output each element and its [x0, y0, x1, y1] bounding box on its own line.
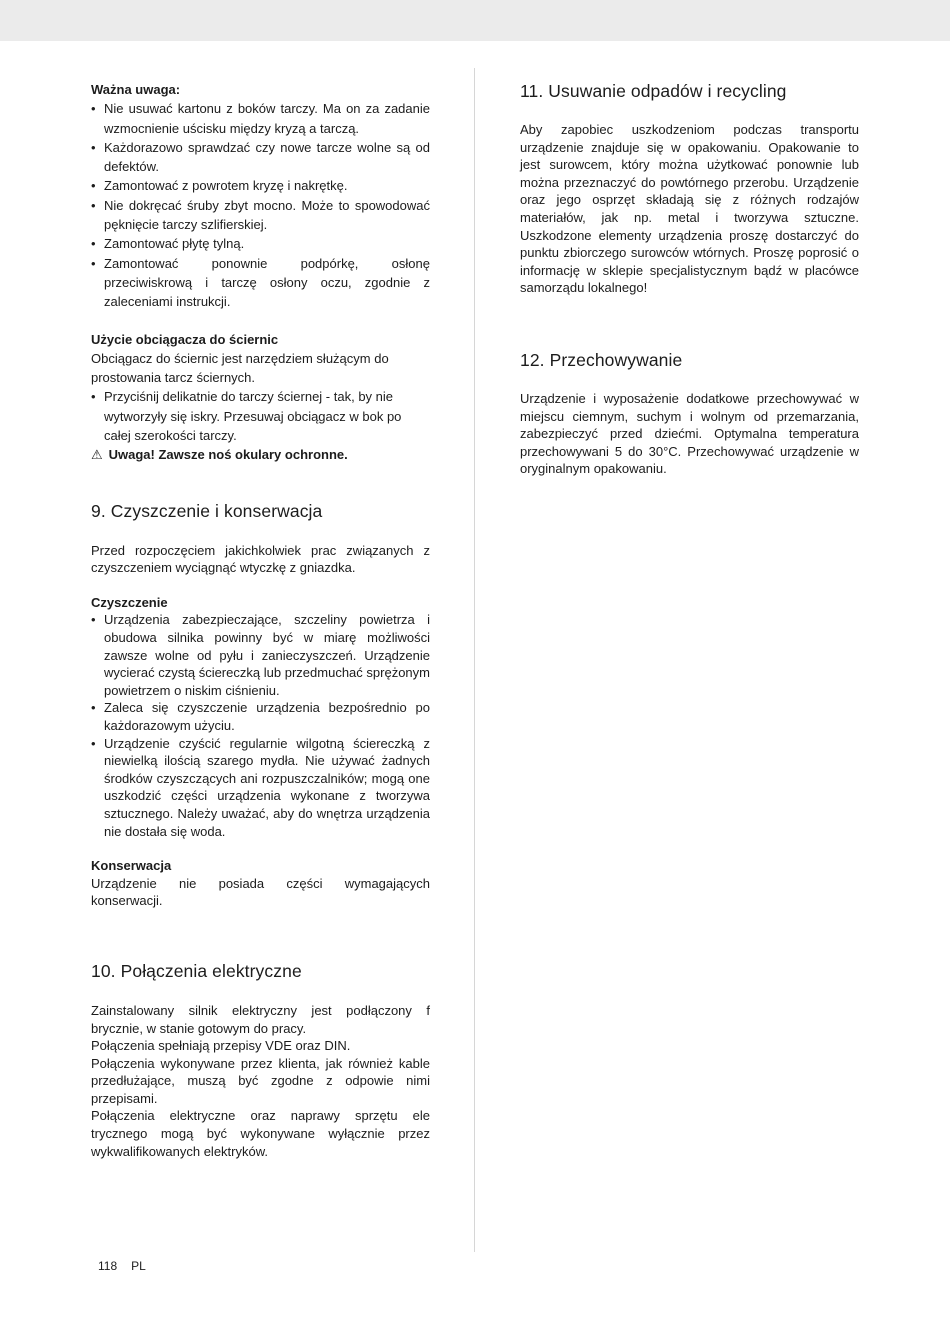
section-9: [91, 500, 430, 910]
list-item: • Nie dokręcać śruby zbyt mocno. Może to spowodować pęknięcie tarczy szlifierskiej.: [91, 196, 430, 235]
list-item: • Zamontować ponownie podpórkę, osłonę przeciwiskrową i tarczę osłony oczu, zgodnie z zaleceniami instrukcji.: [91, 254, 430, 312]
section-11-title: 11. Usuwanie odpadów i recycling: [520, 81, 787, 101]
list-item: • Każdorazowo sprawdzać czy nowe tarcze wolne są od defektów.: [91, 138, 430, 177]
section-12-text: Urządzenie i wyposażenie dodatkowe przechowywać w miejscu ciemnym, suchym i wolnym od przemarzania, zabezpieczyć przed dziećmi. Optymalna temperatura przechowywani 5 do 30°C. Przechowywać urządzenie w oryginalnym opakowaniu.: [520, 390, 859, 477]
section-10-title: 10. Połączenia elektryczne: [91, 960, 302, 981]
dresser-list: [91, 387, 430, 445]
section-10-p3: Połączenia wykonywane przez klienta, jak również kable przedłużające, muszą być zgodne z odpowie nimi przepisami.: [91, 1055, 430, 1106]
section-12: [520, 349, 859, 478]
list-item: • Zamontować z powrotem kryzę i nakrętkę.: [91, 176, 430, 195]
dresser-heading: Użycie obciągacza do ściernic: [91, 331, 279, 347]
maintenance-text: Urządzenie nie posiada części wymagających konserwacji.: [91, 875, 430, 909]
section-11-text: Aby zapobiec uszkodzeniom podczas transportu urządzenie znajduje się w opakowaniu. Opakowanie to jest surowcem, który można użytkować ponownie lub można przeznaczyć do powtórnego przerobu. Urządzenie oraz jego osprzęt składają się z różnych rodzajów materiałów, jak np. metal i tworzywa sztuczne. Uszkodzone elementy urządzenia proszę dostarczyć do punktu zbiorczego surowców wtórnych. Proszę poprosić o informację w sklepie specjalistycznym bądź w placówce samorządu lokalnego!: [520, 122, 859, 296]
important-note: [91, 80, 430, 312]
section-10-p1: Zainstalowany silnik elektryczny jest podłączony f brycznie, w stanie gotowym do pracy.: [91, 1002, 430, 1036]
list-item: • Urządzenia zabezpieczające, szczeliny powietrza i obudowa silnika powinny być w miarę możliwości zawsze wolne od pyłu i zanieczyszczeń. Urządzenie wycierać czystą ściereczką lub przedmuchać sprężonym powietrzem o niskim ciśnieniu.: [91, 611, 430, 699]
section-10: [91, 960, 430, 1160]
dresser-text: Obciągacz do ściernic jest narzędziem służącym do prostowania tarcz ściernych.: [91, 350, 389, 386]
language-code: PL: [131, 1259, 146, 1273]
list-item: • Przyciśnij delikatnie do tarczy ściernej - tak, by nie wytworzyły się iskry. Przesuwaj obciągacz w bok po całej szerokości tarczy.: [91, 387, 430, 445]
warning-line: [91, 445, 430, 464]
note-list: [91, 99, 430, 311]
list-item: • Zamontować płytę tylną.: [91, 234, 430, 253]
left-column: [91, 80, 430, 1160]
column-divider: [474, 68, 475, 1252]
maintenance-heading: Konserwacja: [91, 858, 172, 874]
list-item: • Zaleca się czyszczenie urządzenia bezpośrednio po każdorazowym użyciu.: [91, 699, 430, 734]
section-10-p4: Połączenia elektryczne oraz naprawy sprzętu ele trycznego mogą być wykonywane wyłącznie przez wykwalifikowanych elektryków.: [91, 1108, 430, 1159]
section-10-p2: Połączenia spełniają przepisy VDE oraz DIN.: [91, 1038, 351, 1054]
note-heading: Ważna uwaga:: [91, 82, 181, 97]
dresser-section: [91, 330, 430, 465]
section-9-intro: Przed rozpoczęciem jakichkolwiek prac związanych z czyszczeniem wyciągnąć wtyczkę z gniazdka.: [91, 542, 430, 576]
list-item: • Urządzenie czyścić regularnie wilgotną ściereczką z niewielką ilością szarego mydła. Nie używać żadnych środków czyszczących ani rozpuszczalników; mogą one uszkodzić części urządzenia wykonane z tworzywa sztucznego. Należy uważać, aby do wnętrza urządzenia nie dostała się woda.: [91, 735, 430, 841]
section-9-title: 9. Czyszczenie i konserwacja: [91, 500, 323, 521]
cleaning-list: [91, 611, 430, 840]
section-11: [520, 80, 859, 297]
list-item: • Nie usuwać kartonu z boków tarczy. Ma on za zadanie wzmocnienie uścisku między kryzą a tarczą.: [91, 99, 430, 138]
warning-triangle-icon: ⚠: [91, 447, 103, 463]
top-bar: [0, 0, 950, 41]
page-number: 118: [98, 1259, 118, 1273]
page-footer: [98, 1259, 146, 1273]
cleaning-heading: Czyszczenie: [91, 594, 168, 610]
section-12-title: 12. Przechowywanie: [520, 349, 683, 370]
warning-text: Uwaga! Zawsze noś okulary ochronne.: [108, 447, 348, 463]
right-column: [520, 80, 859, 478]
